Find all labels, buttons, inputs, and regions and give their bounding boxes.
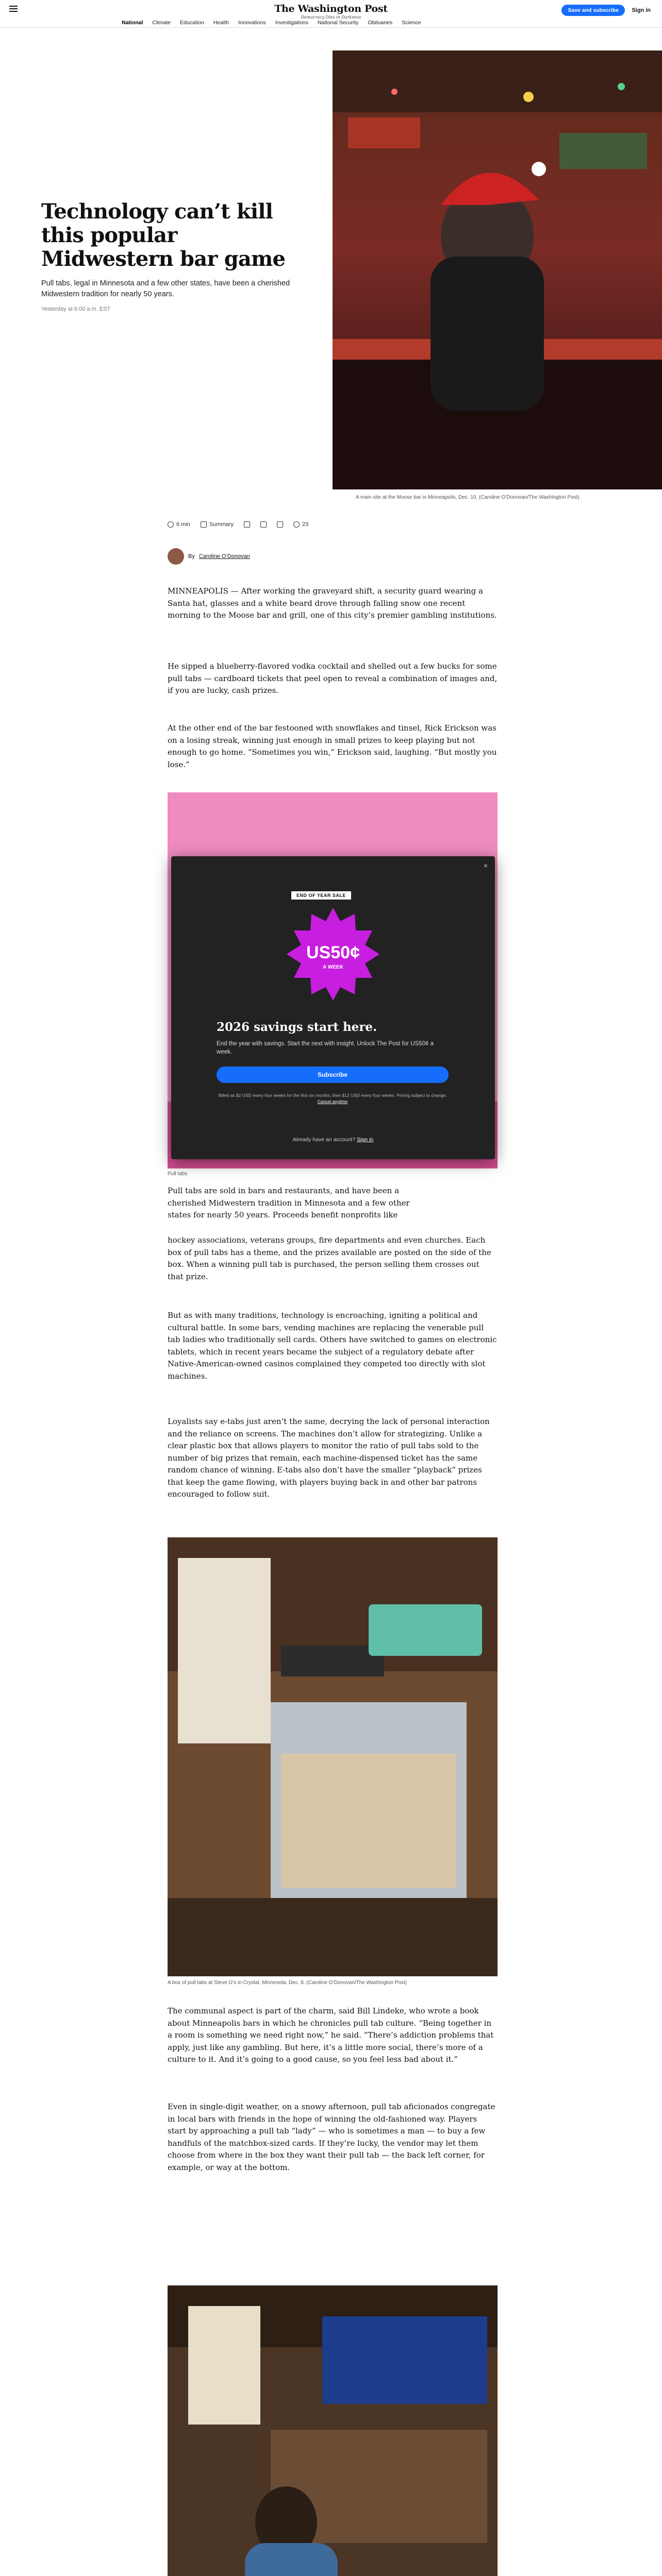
price: US50¢ bbox=[306, 943, 360, 962]
avatar bbox=[168, 548, 184, 565]
bookmark-icon bbox=[277, 521, 283, 528]
nav-item-national[interactable]: National bbox=[122, 19, 143, 26]
author-link[interactable]: Caroline O’Donovan bbox=[198, 553, 250, 560]
article-photo bbox=[168, 1537, 498, 1976]
comments-button[interactable]: 23 bbox=[293, 521, 308, 528]
gift-button[interactable] bbox=[260, 521, 267, 528]
article-photo bbox=[168, 2285, 498, 2576]
modal-heading: 2026 savings start here. bbox=[217, 1020, 377, 1034]
dek: Pull tabs, legal in Minnesota and a few other states, have been a cherished Midwestern tradition for nearly 50 years. bbox=[41, 279, 290, 298]
paragraph: He sipped a blueberry-flavored vodka cocktail and shelled out a few bucks for some pull tabs — cardboard tickets that peel open to reveal a combination of images and, if you are lucky, cash prizes. bbox=[168, 662, 498, 695]
paragraph: Pull tabs are sold in bars and restaurants, and have been a cherished Midwestern tradition in Minnesota and a few other states for nearly 50 years. Proceeds benefit nonprofits like bbox=[168, 1186, 410, 1219]
summary-button[interactable]: Summary bbox=[201, 521, 234, 528]
clock-icon bbox=[168, 521, 174, 528]
hero-caption: A main site at the Moose bar in Minneapolis, Dec. 10. (Caroline O’Donovan/The Washington Post) bbox=[356, 495, 580, 500]
comment-icon bbox=[293, 521, 300, 528]
paragraph: Loyalists say e-tabs just aren’t the same, decrying the lack of personal interaction and the reliance on screens. The machines don’t allow for strategizing. Unlike a clear plastic box that allows players to monitor the ratio of pull tabs sold to the number of big prizes that remain, each machine-dispensed ticket has the same random chance of winning. E-tabs also don’t have the smaller “playback” prizes that keep the game flowing, with players buying back in and other bar patrons encouraged to follow suit. bbox=[168, 1417, 490, 1499]
nav-item-education[interactable]: Education bbox=[180, 19, 204, 26]
subscribe-button[interactable]: Save and subscribe bbox=[561, 5, 625, 16]
byline-prefix: By bbox=[188, 553, 195, 560]
pull-tab-booth-image bbox=[168, 2285, 498, 2576]
sign-in-link[interactable]: Sign in bbox=[632, 7, 651, 13]
paragraph: The communal aspect is part of the charm, said Bill Lindeke, who wrote a book about Minneapolis bars in which he chronicles pull tab culture. “Being together in a room is something we need right now,” he said. “There’s addiction problems that apply, just like any gambling. But here, it’s a little more social, there’s more of a culture to it. And it’s going to a good cause, so you feel less bad about it.” bbox=[168, 2006, 494, 2064]
close-icon[interactable]: × bbox=[483, 861, 488, 870]
modal-sign-in-link[interactable]: Sign in bbox=[357, 1137, 374, 1143]
photo-caption: Pull tabs bbox=[168, 1171, 188, 1177]
hero-photo bbox=[333, 50, 662, 489]
nav-item-obituaries[interactable]: Obituaries bbox=[368, 19, 393, 26]
headline: Technology can’t kill this popular Midwestern bar game bbox=[41, 199, 286, 271]
nav-item-health[interactable]: Health bbox=[213, 19, 229, 26]
top-bar bbox=[0, 0, 662, 18]
fine-print: Billed as $2 USD every four weeks for the first six months, then $12 USD every four weeks. Pricing subject to change. Cancel anytime bbox=[218, 1093, 447, 1104]
section-nav bbox=[0, 18, 662, 28]
photo-caption: A box of pull tabs at Steve O’s in Crystal, Minnesota, Dec. 8. (Caroline O’Donovan/The Washington Post) bbox=[168, 1980, 407, 1986]
nav-item-national-security[interactable]: National Security bbox=[318, 19, 359, 26]
nav-item-innovations[interactable]: Innovations bbox=[238, 19, 266, 26]
article-toolbar bbox=[168, 521, 308, 528]
hero-text bbox=[41, 200, 315, 312]
save-button[interactable] bbox=[277, 521, 283, 528]
share-button[interactable] bbox=[244, 521, 250, 528]
modal-subtext: End the year with savings. Start the next with insight. Unlock The Post for US50¢ a week. bbox=[217, 1041, 434, 1055]
price-burst-icon bbox=[287, 908, 379, 1001]
bar-scene-image bbox=[333, 50, 662, 489]
summary-icon bbox=[201, 521, 207, 528]
paragraph: Even in single-digit weather, on a snowy afternoon, pull tab aficionados congregate in local bars with friends in the hope of winning the old-fashioned way. Players start by approaching a pull tab “lady” — who is sometimes a man — to buy a few handfuls of the matchbox-sized cards. If they’re lucky, the vendor may let them choose from where in the box they want their pull tab — the back left corner, for example, or way at the bottom. bbox=[168, 2102, 495, 2172]
nav-item-investigations[interactable]: Investigations bbox=[275, 19, 309, 26]
sale-badge: END OF YEAR SALE bbox=[291, 891, 351, 900]
logo[interactable]: The Washington Post bbox=[274, 3, 388, 14]
timestamp: Yesterday at 6:00 a.m. EST bbox=[41, 306, 111, 312]
byline bbox=[168, 548, 250, 565]
paragraph: But as with many traditions, technology is encroaching, igniting a political and cultural battle. In some bars, vending machines are replacing the venerable pull tab ladies who traditionally sell cards. Others have switched to games on electronic tablets, which in recent years became the subject of a regulatory debate after Native-American-owned casinos complained they competed too directly with slot machines. bbox=[168, 1311, 497, 1381]
modal-subscribe-button[interactable]: Subscribe bbox=[217, 1066, 449, 1083]
nav-item-climate[interactable]: Climate bbox=[152, 19, 171, 26]
already-account: Already have an account? Sign in bbox=[292, 1137, 374, 1143]
nav-item-science[interactable]: Science bbox=[402, 19, 421, 26]
paragraph: MINNEAPOLIS — After working the graveyard shift, a security guard wearing a Santa hat, glasses and a white beard drove through falling snow one recent morning to the Moose bar and grill, one of this city’s premier gambling institutions. bbox=[168, 586, 497, 620]
read-time: 6 min bbox=[168, 521, 190, 528]
tagline: Democracy Dies in Darkness bbox=[301, 15, 361, 20]
subscription-modal bbox=[171, 856, 495, 1159]
paragraph: hockey associations, veterans groups, fire departments and even churches. Each box of pull tabs has a theme, and the prizes available are posted on the side of the box. When a winning pull tab is purchased, the person selling them crosses out that prize. bbox=[168, 1235, 491, 1281]
gift-icon bbox=[260, 521, 267, 528]
share-icon bbox=[244, 521, 250, 528]
cancel-anytime-link[interactable]: Cancel anytime bbox=[317, 1099, 348, 1104]
paragraph: At the other end of the bar festooned with snowflakes and tinsel, Rick Erickson was on a losing streak, winning just enough in small prizes to keep playing but not enough to go home. “Sometimes you win,” Erickson said, laughing. “But mostly you lose.” bbox=[168, 723, 497, 769]
price-period: A WEEK bbox=[323, 964, 343, 970]
pull-tab-box-image bbox=[168, 1537, 498, 1976]
